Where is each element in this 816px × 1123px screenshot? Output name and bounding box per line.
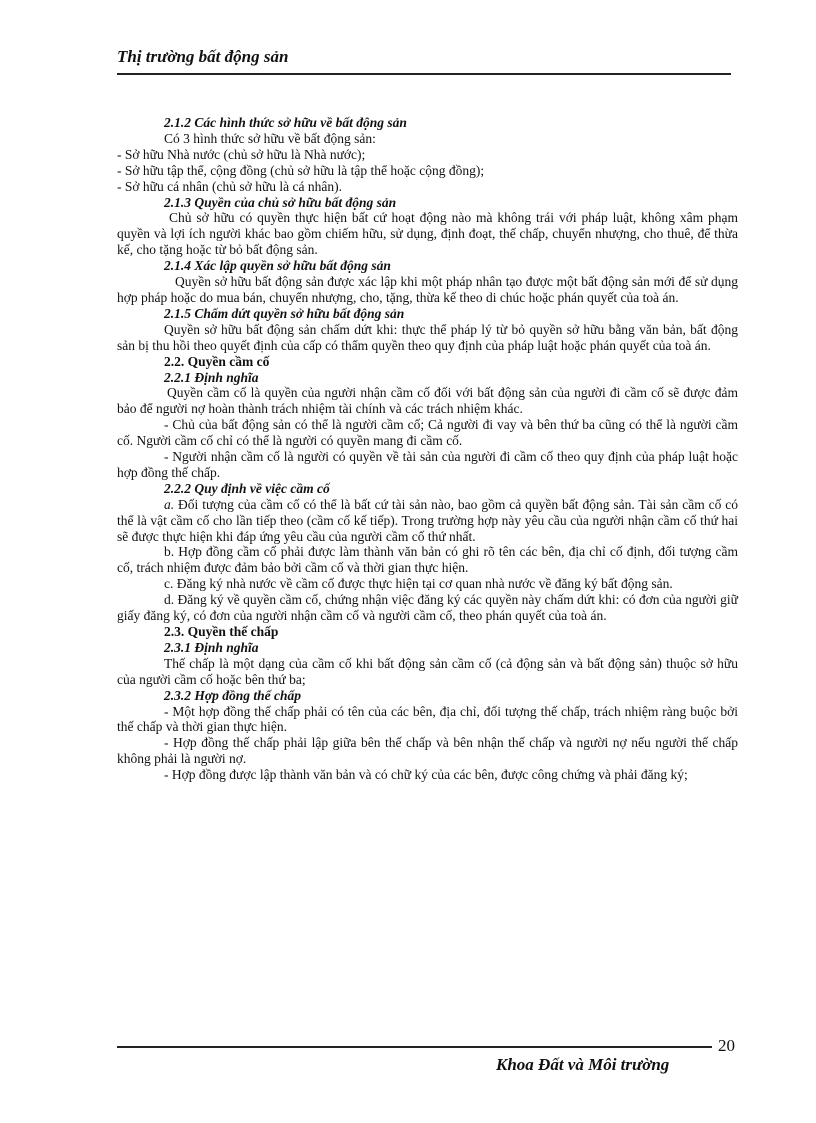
section-heading-2-2-2: 2.2.2 Quy định về việc cầm cố [164,480,330,496]
section-heading-2-2-1: 2.2.1 Định nghĩa [164,369,259,385]
list-item: - Sở hữu cá nhân (chủ sở hữu là cá nhân). [117,178,342,194]
paragraph: Quyền cầm cố là quyền của người nhận cầm cố đối với bất động sản của người đi cầm cố sẽ được đảm bảo để người nợ hoàn thành trách nhiệm tài chính và các trách nhiệm khác. [117,385,738,417]
paragraph: c. Đăng ký nhà nước về cầm cố được thực hiện tại cơ quan nhà nước về đăng ký bất động sản. [164,576,673,592]
paragraph: Thế chấp là một dạng của cầm cố khi bất động sản cầm cố (cả động sản và bất động sản) thuộc sở hữu của người cầm cố hoặc bên thứ ba; [117,655,738,687]
section-heading-2-1-3: 2.1.3 Quyền của chủ sở hữu bất động sản [164,194,397,210]
section-heading-2-3: 2.3. Quyền thế chấp [164,624,279,639]
section-heading-2-2: 2.2. Quyền cầm cố [164,353,270,369]
paragraph [117,497,738,545]
list-item: - Sở hữu tập thể, cộng đồng (chủ sở hữu là tập thể hoặc cộng đồng); [117,162,485,178]
page-number: 20 [718,1036,735,1055]
paragraph: Chủ sở hữu có quyền thực hiện bất cứ hoạt động nào mà không trái với pháp luật, không xâm phạm quyền và lợi ích người khác bao gồm chiếm hữu, sử dụng, định đoạt, thế chấp, chuyển nhượng, cho thuê, để thừa kế, cho tặng hoặc từ bỏ bất động sản. [117,210,738,258]
paragraph: - Hợp đồng được lập thành văn bản và có chữ ký của các bên, được công chứng và phải đăng ký; [164,767,688,783]
paragraph: - Hợp đồng thế chấp phải lập giữa bên thế chấp và bên nhận thế chấp và người nợ nếu người thế chấp không phải là người nợ. [117,735,738,767]
list-item: - Sở hữu Nhà nước (chủ sở hữu là Nhà nước); [117,146,366,162]
footer-title: Khoa Đất và Môi trường [496,1055,670,1074]
header-title: Thị trường bất động sản [117,47,289,66]
item-text: Đối tượng của cầm cố có thể là bất cứ tài sản nào, bao gồm cả quyền bất động sản. Tài sản cầm cố có thể là vật cầm cố cho lần tiếp theo (cầm cố kế tiếp). Trong trường hợp này yêu cầu của người nhận cầm cố thứ hai sẽ được thực hiện khi đáp ứng yêu cầu của người cầm cố thứ nhất. [117,496,738,544]
section-heading-2-1-2: 2.1.2 Các hình thức sở hữu về bất động sản [164,115,407,130]
paragraph: d. Đăng ký về quyền cầm cố, chứng nhận việc đăng ký các quyền này chấm dứt khi: có đơn của người giữ giấy đăng ký, có đơn của người nhận cầm cố và người cầm cố, theo phán quyết của toà án. [117,592,738,624]
paragraph: Quyền sở hữu bất động sản chấm dứt khi: thực thể pháp lý từ bỏ quyền sở hữu bằng văn bản, bất động sản bị thu hồi theo quyết định của cấp có thẩm quyền theo quy định của pháp luật hoặc phán quyết của toà án. [117,321,738,353]
paragraph: - Một hợp đồng thế chấp phải có tên của các bên, địa chỉ, đối tượng thế chấp, trách nhiệm ràng buộc bởi thế chấp và thời gian thực hiện. [117,703,738,735]
document-body [117,115,738,783]
section-heading-2-3-1: 2.3.1 Định nghĩa [164,639,259,655]
paragraph: Quyền sở hữu bất động sản được xác lập khi một pháp nhân tạo được một bất động sản mới để sử dụng hợp pháp hoặc do mua bán, chuyển nhượng, cho, tặng, thừa kế theo di chúc hoặc phán quyết của toà án. [117,274,738,305]
header-divider [117,73,731,75]
paragraph: b. Hợp đồng cầm cố phải được làm thành văn bản có ghi rõ tên các bên, địa chỉ cố định, đối tượng cầm cố, trách nhiệm được đảm bảo bởi cầm cố và thời gian thực hiện. [117,544,738,576]
section-heading-2-1-5: 2.1.5 Chấm dứt quyền sở hữu bất động sản [164,305,405,321]
paragraph: Có 3 hình thức sở hữu về bất động sản: [164,130,376,146]
item-label: a. [164,496,175,512]
paragraph: - Người nhận cầm cố là người có quyền về tài sản của người đi cầm cố theo quy định của pháp luật hoặc hợp đồng thế chấp. [117,449,738,480]
footer-divider [117,1046,712,1048]
section-heading-2-1-4: 2.1.4 Xác lập quyền sở hữu bất động sản [164,258,391,274]
paragraph: - Chủ của bất động sản có thể là người cầm cố; Cả người đi vay và bên thứ ba cũng có thể là người cầm cố. Người cầm cố chỉ có thể là người có quyền mang đi cầm cố. [117,417,738,449]
section-heading-2-3-2: 2.3.2 Hợp đồng thế chấp [164,687,302,703]
